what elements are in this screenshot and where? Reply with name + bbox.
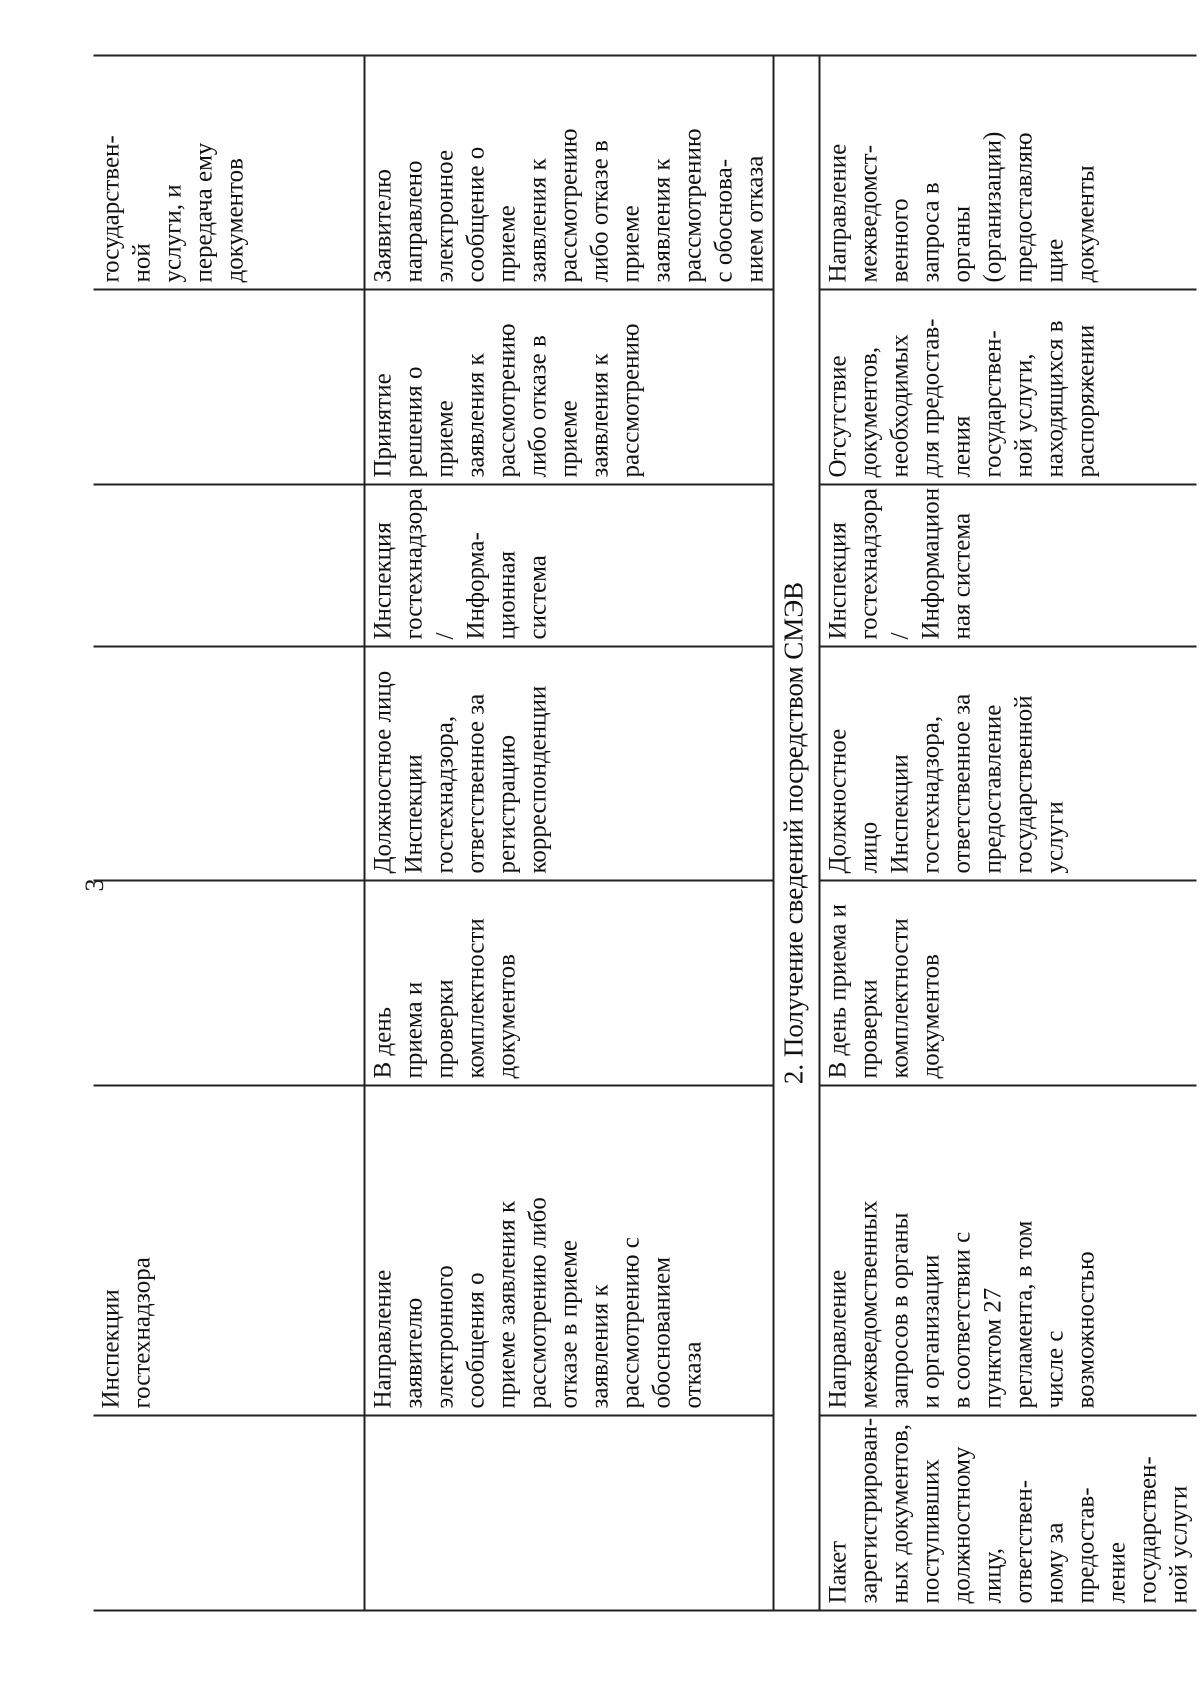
table-cell: Направление заявителю электронного сообщения о приеме заявления к рассмотрению либо отказе в приеме заявления к рассмотрению с обоснованием отказа xyxy=(365,1086,774,1416)
table-cell: В день приема и проверки комплектности документов xyxy=(820,881,1197,1086)
table-cell xyxy=(94,290,365,485)
section-heading-row xyxy=(774,56,820,1611)
table-row xyxy=(94,56,365,1611)
table-cell xyxy=(94,881,365,1086)
table-cell: Инспекция гостехнадзора / Информацион ная система xyxy=(820,485,1197,647)
table-cell xyxy=(94,485,365,647)
table-cell: Инспекции гостехнадзора xyxy=(94,1086,365,1416)
table-cell: Направление межведомст- венного запроса в органы (организации) предоставляю щие документы xyxy=(820,56,1197,290)
table-cell: Отсутствие документов, необходимых для предостав- ления государствен- ной услуги, находящихся в распоряжении xyxy=(820,290,1197,485)
table-cell xyxy=(94,647,365,881)
table-cell: Пакет зарегистрирован- ных документов, поступивших должностному лицу, ответствен- ному за предостав- ление государствен- ной услуги xyxy=(820,1416,1197,1611)
table-cell: Заявителю направлено электронное сообщение о приеме заявления к рассмотрению либо отказе в приеме заявления к рассмотрению с обоснова- нием отказа xyxy=(365,56,774,290)
table-cell: Инспекция гостехнадзора / Информа- ционная система xyxy=(365,485,774,647)
table-cell: Должностное лицо Инспекции гостехнадзора, ответственное за предоставление государственной услуги xyxy=(820,647,1197,881)
table-cell xyxy=(94,1416,365,1611)
table-row xyxy=(820,56,1197,1611)
table-cell: В день приема и проверки комплектности документов xyxy=(365,881,774,1086)
table-cell: Принятие решения о приеме заявления к рассмотрению либо отказе в приеме заявления к рассмотрению xyxy=(365,290,774,485)
table-cell: государствен- ной услуги, и передача ему документов xyxy=(94,56,365,290)
page-number: 3 xyxy=(80,878,109,892)
table-cell: Должностное лицо Инспекции гостехнадзора, ответственное за регистрацию корреспонденции xyxy=(365,647,774,881)
procedure-table xyxy=(94,55,1197,1612)
table-cell xyxy=(365,1416,774,1611)
section-heading: 2. Получение сведений посредством СМЭВ xyxy=(774,56,820,1611)
table-row xyxy=(365,56,774,1611)
rotated-page-content xyxy=(94,57,1193,1612)
table-cell: Направление межведомственных запросов в органы и организации в соответствии с пунктом 27 регламента, в том числе с возможностью xyxy=(820,1086,1197,1416)
